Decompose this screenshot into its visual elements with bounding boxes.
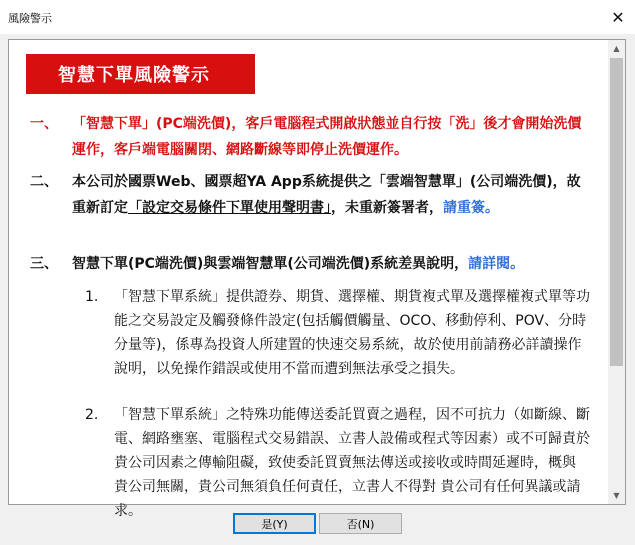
item-number: 1.	[85, 289, 99, 305]
section-text-part: 本公司於國票Web、國票超YA App系統提供之「雲端智慧單」(公司端洗價)，故重新訂定	[72, 174, 581, 216]
title-bar	[0, 0, 635, 34]
yes-button[interactable]: 是(Y)	[233, 513, 316, 534]
page-title: 智慧下單風險警示	[26, 54, 255, 94]
section-text-part: ，未重新簽署者，	[331, 200, 443, 216]
section-text	[72, 169, 592, 221]
document-body	[9, 40, 609, 519]
scroll-down-icon[interactable]: ▼	[613, 491, 620, 500]
section-text	[72, 251, 592, 277]
section-text-part: 智慧下單(PC端洗價)與雲端智慧單(公司端洗價)系統差異說明，	[72, 256, 469, 272]
section-text: 「智慧下單」(PC端洗價)，客戶電腦程式開啟狀態並自行按「洗」後才會開始洗價運作，客戶端電腦關閉、網路斷線等即停止洗價運作。	[72, 116, 582, 158]
window-title: 風險警示	[8, 12, 52, 25]
scroll-up-icon[interactable]: ▲	[613, 44, 620, 53]
details-link[interactable]: 請詳閱。	[468, 256, 525, 272]
close-icon[interactable]: ✕	[611, 7, 625, 27]
section-number: 二、	[30, 174, 58, 190]
warning-content-panel	[8, 39, 626, 519]
item-text: 「智慧下單系統」之特殊功能傳送委託買賣之過程，因不可抗力（如斷線、斷電、網路壅塞、電腦程式交易錯誤、立書人設備或程式等因素）或不可歸責於 貴公司因素之傳輸阻礙，致使委託買賣無法傳送或接收或時間延遲時，概與 貴公司無關，貴公司無須負任何責任，立書人不得對 貴公司有任何異議或請求。	[114, 407, 590, 519]
section-number: 一、	[30, 116, 58, 132]
no-button[interactable]: 否(N)	[319, 513, 402, 534]
declaration-link[interactable]: 「設定交易條件下單使用聲明書」	[128, 200, 331, 216]
item-number: 2.	[85, 407, 99, 423]
vertical-scrollbar[interactable]	[608, 40, 625, 504]
section-number: 三、	[30, 256, 58, 272]
scrollbar-thumb[interactable]	[610, 58, 623, 366]
resign-link[interactable]: 請重簽。	[443, 200, 499, 216]
item-text: 「智慧下單系統」提供證券、期貨、選擇權、期貨複式單及選擇權複式單等功能之交易設定及觸發條件設定(包括觸價觸量、OCO、移動停利、POV、分時分量等)，係專為投資人所建置的快速交易系統，故於使用前請務必詳讀操作說明，以免操作錯誤或使用不當而遭到無法承受之損失。	[114, 289, 590, 377]
